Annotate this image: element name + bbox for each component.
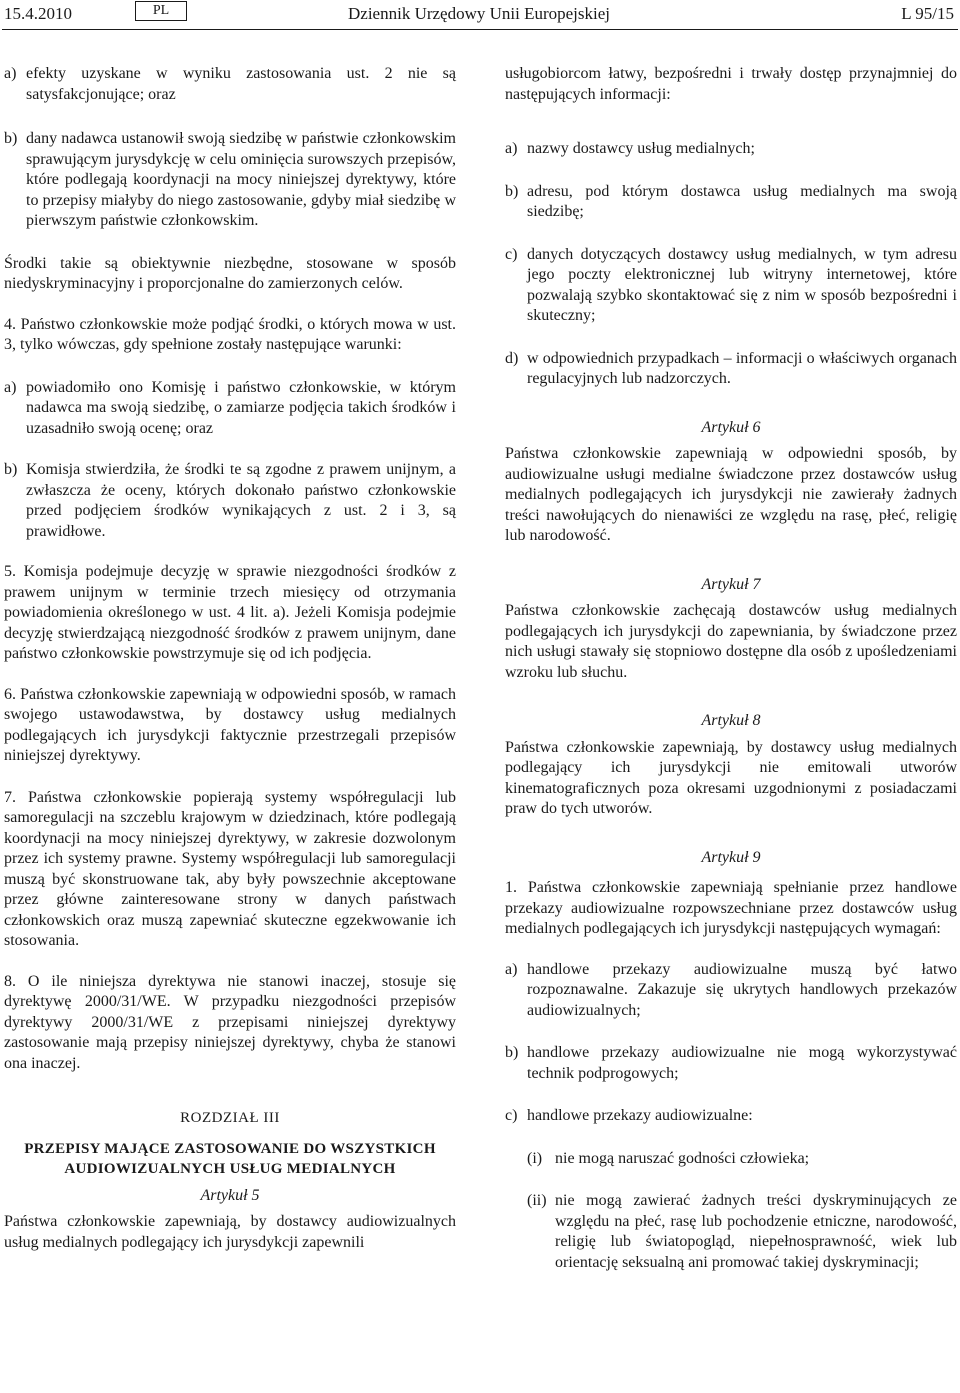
paragraph: 5. Komisja podejmuje decyzję w sprawie niezgodności środków z prawem unijnym w terminie trzech miesięcy od otrzymania powiadomienia określonego w ust. 4 lit. a). Jeżeli Komisja podejmie decyzję stwierdzającą niezgodność środków z prawem unijnym, dane państwo członkowskie powstrzymuje się od ich podjęcia. <box>4 563 456 662</box>
article-title: Artykuł 7 <box>701 575 761 593</box>
paragraph: 6. Państwa członkowskie zapewniają w odpowiedni sposób, w ramach swojego ustawodawstwa, by dostawcy usług medialnych podlegających ich jurysdykcji faktycznie przestrzegali przepisów niniejszej dyrektywy. <box>4 685 456 764</box>
chapter-number: ROZDZIAŁ III <box>180 1110 280 1126</box>
paragraph: Państwa członkowskie zapewniają, by dostawcy audiowizualnych usług medialnych podlegający ich jurysdykcji zapewnili <box>4 1213 456 1251</box>
list-item: d) w odpowiednich przypadkach – informacji o właściwych organach regulacyjnych lub nadzorczych. <box>505 349 957 387</box>
article-title: Artykuł 5 <box>200 1186 260 1204</box>
sublist-item: (ii) nie mogą zawierać żadnych treści dyskryminujących ze względu na płeć, rasę lub pochodzenie etniczne, narodowość, religię lub światopogląd, niepełnosprawność, wiek lub orientację seksualną ani promować takiej dyskryminacji; <box>527 1192 957 1271</box>
list-item: a) powiadomiło ono Komisję i państwo członkowskie, w którym nadawca ma swoją siedzibę, o zamiarze podjęcia takich środków i uzasadniło swoją ocenę; oraz <box>4 378 456 437</box>
language-badge: PL <box>135 1 187 21</box>
list-item: a) efekty uzyskane w wyniku zastosowania ust. 2 nie są satysfakcjonujące; oraz <box>4 65 456 103</box>
paragraph: Państwa członkowskie zapewniają, by dostawcy usług medialnych podlegający ich jurysdykcji nie emitowali utworów kinematograficznych poza okresami uzgodnionymi z posiadaczami praw do tych utworów. <box>505 738 957 817</box>
list-item: b) Komisja stwierdziła, że środki te są zgodne z prawem unijnym, a zwłaszcza że oceny, których dokonało państwo członkowskie przed podjęciem środków wynikających z ust. 2 i 3, są prawidłowe. <box>4 461 456 540</box>
paragraph: Środki takie są obiektywnie niezbędne, stosowane w sposób niedyskryminacyjny i proporcjonalne do zamierzonych celów. <box>4 254 456 292</box>
journal-header <box>0 0 960 32</box>
list-item: b) adresu, pod którym dostawca usług medialnych ma swoją siedzibę; <box>505 182 957 220</box>
article-title: Artykuł 8 <box>701 712 761 729</box>
list-item: b) handlowe przekazy audiowizualne nie mogą wykorzystywać technik podprogowych; <box>505 1044 957 1082</box>
sublist-item: (i) nie mogą naruszać godności człowieka; <box>527 1149 810 1167</box>
list-item: c) danych dotyczących dostawcy usług medialnych, w tym adresu jego poczty elektronicznej lub witryny internetowej, które pozwalają szybko skontaktować się z nim w sposób bezpośredni i skuteczny; <box>505 245 957 324</box>
list-item: c) handlowe przekazy audiowizualne: <box>505 1107 753 1124</box>
list-item: a) handlowe przekazy audiowizualne muszą być łatwo rozpoznawalne. Zakazuje się ukrytych handlowych przekazów audiowizualnych; <box>505 960 957 1019</box>
paragraph: usługobiorcom łatwy, bezpośredni i trwały dostęp przynajmniej do następujących informacji: <box>505 65 957 103</box>
paragraph: Państwa członkowskie zapewniają w odpowiedni sposób, by audiowizualne usługi medialne świadczone przez dostawców usług medialnych podlegających ich jurysdykcji nie zawierały żadnych treści nawołujących do nienawiści ze względu na rasę, płeć, religię lub narodowość. <box>505 445 957 544</box>
article-title: Artykuł 9 <box>701 848 761 866</box>
article-title: Artykuł 6 <box>701 418 761 436</box>
paragraph: 1. Państwa członkowskie zapewniają spełnianie przez handlowe przekazy audiowizualne rozpowszechniane przez dostawców usług medialnych podlegających ich jurysdykcji następujących wymagań: <box>505 879 957 937</box>
paragraph: 8. O ile niniejsza dyrektywa nie stanowi inaczej, stosuje się dyrektywę 2000/31/WE. W przypadku niezgodności przepisów dyrektywy 2000/31/WE z przepisami niniejszej dyrektywy zastosowanie mają przepisy niniejszej dyrektywy, chyba że stanowi ona inaczej. <box>4 972 456 1072</box>
paragraph: Państwa członkowskie zachęcają dostawców usług medialnych podlegających ich jurysdykcji do zapewniania, by świadczone przez nich usługi stawały się stopniowo dostępne dla osób z upośledzeniami wzroku lub słuchu. <box>505 602 957 681</box>
journal-title: Dziennik Urzędowy Unii Europejskiej <box>348 4 611 23</box>
chapter-title: PRZEPISY MAJĄCE ZASTOSOWANIE DO WSZYSTKICH AUDIOWIZUALNYCH USŁUG MEDIALNYCH <box>24 1140 436 1177</box>
list-item: a) nazwy dostawcy usług medialnych; <box>505 140 755 157</box>
publication-date: 15.4.2010 <box>4 4 72 23</box>
sublist <box>505 1149 957 1274</box>
page-reference: L 95/15 <box>901 4 954 23</box>
list-item: b) dany nadawca ustanowił swoją siedzibę w państwie członkowskim sprawującym jurysdykcję w celu ominięcia surowszych przepisów, które podlegają koordynacji na mocy niniejszej dyrektywy, które to przepisy miałyby do niego zastosowanie, gdyby miał siedzibę w pierwszym państwie członkowskim. <box>4 130 456 229</box>
paragraph: 7. Państwa członkowskie popierają systemy współregulacji lub samoregulacji na szczeblu krajowym w dziedzinach, które podlegają koordynacji na mocy niniejszej dyrektywy, w zakresie dozwolonym przez ich systemy prawne. Systemy współregulacji lub samoregulacji muszą być skonstruowane tak, aby były powszechnie akceptowane przez główne zainteresowane strony w danych państwach członkowskich oraz muszą zapewniać skuteczne egzekwowanie ich stosowania. <box>4 788 456 949</box>
left-column <box>4 64 456 1253</box>
paragraph: 4. Państwo członkowskie może podjąć środki, o których mowa w ust. 3, tylko wówczas, gdy spełnione zostały następujące warunki: <box>4 315 456 353</box>
right-column <box>505 64 957 1273</box>
header-divider <box>2 29 958 30</box>
